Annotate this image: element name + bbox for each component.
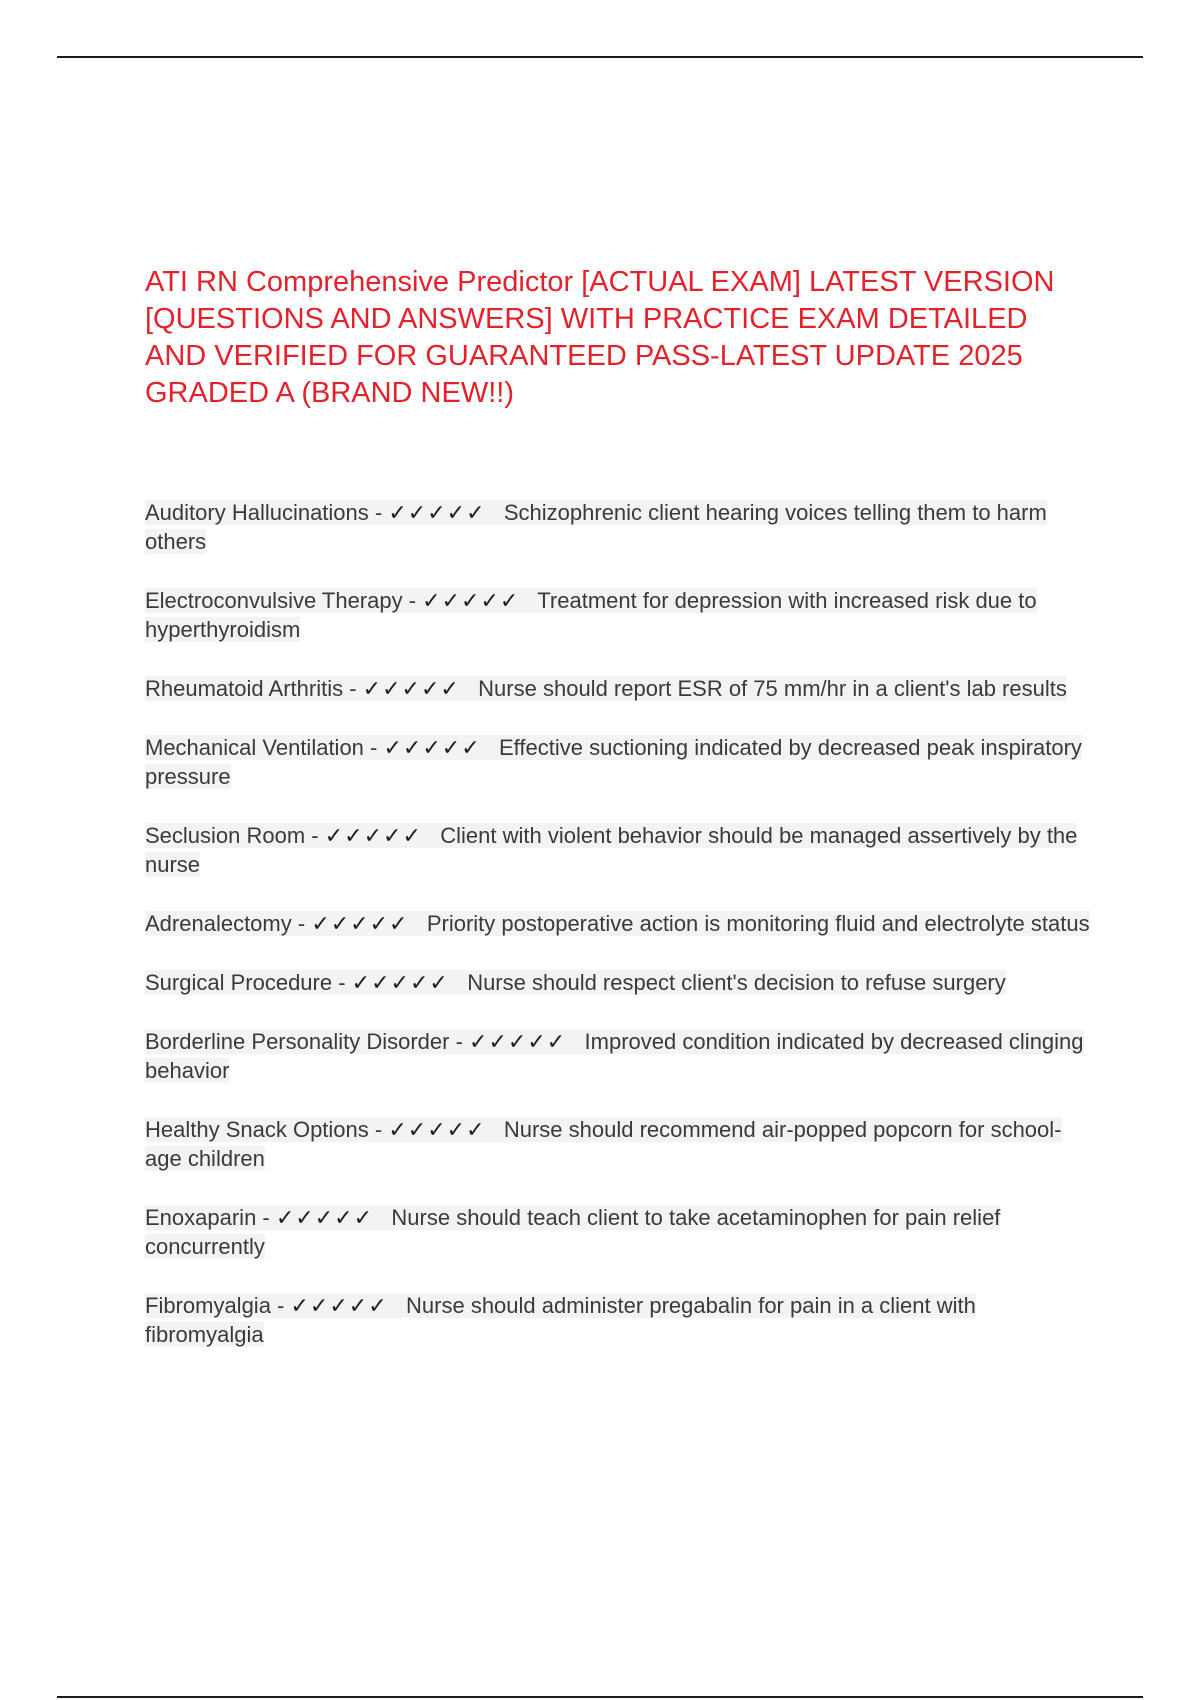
qa-separator: - [402,588,423,613]
qa-term: Borderline Personality Disorder [145,1029,450,1054]
qa-item [145,1027,1095,1085]
qa-answer: Effective suctioning indicated by decreased peak inspiratory pressure [145,735,1082,789]
qa-answer: Nurse should administer pregabalin for pain in a client with fibromyalgia [145,1293,976,1347]
qa-term: Auditory Hallucinations [145,500,369,525]
qa-item [145,733,1095,791]
qa-item [145,1203,1095,1261]
qa-separator: - [343,676,363,701]
qa-term: Fibromyalgia [145,1293,271,1318]
checkmarks-icon: ✓✓✓✓✓ [290,1293,388,1318]
qa-separator: - [256,1205,276,1230]
qa-answer: Schizophrenic client hearing voices telling them to harm others [145,500,1047,554]
checkmarks-icon: ✓✓✓✓✓ [469,1029,567,1054]
checkmarks-icon: ✓✓✓✓✓ [362,676,460,701]
qa-separator: - [270,1293,291,1318]
checkmarks-icon: ✓✓✓✓✓ [383,735,481,760]
qa-separator: - [368,500,389,525]
qa-item [145,674,1095,703]
qa-item [145,1115,1095,1173]
qa-separator: - [368,1117,389,1142]
qa-answer: Improved condition indicated by decreased clinging behavior [145,1029,1084,1083]
qa-separator: - [305,823,325,848]
checkmarks-icon: ✓✓✓✓✓ [388,500,486,525]
qa-item [145,1291,1095,1349]
bottom-rule [57,1696,1143,1698]
checkmarks-icon: ✓✓✓✓✓ [311,911,409,936]
qa-answer: Client with violent behavior should be managed assertively by the nurse [145,823,1078,877]
qa-answer: Nurse should teach client to take acetaminophen for pain relief concurrently [145,1205,1001,1259]
qa-item [145,909,1095,938]
qa-answer: Nurse should report ESR of 75 mm/hr in a client's lab results [478,676,1067,701]
top-rule [57,56,1143,58]
qa-term: Mechanical Ventilation [145,735,364,760]
qa-separator: - [291,911,312,936]
qa-item [145,586,1095,644]
document-title: ATI RN Comprehensive Predictor [ACTUAL EXAM] LATEST VERSION [QUESTIONS AND ANSWERS] WITH PRACTICE EXAM DETAILED AND VERIFIED FOR GUARANTEED PASS-LATEST UPDATE 2025 GRADED A (BRAND NEW!!) [145,266,1055,409]
checkmarks-icon: ✓✓✓✓✓ [351,970,449,995]
qa-list [145,498,1095,1379]
qa-answer: Priority postoperative action is monitoring fluid and electrolyte status [426,911,1090,936]
checkmarks-icon: ✓✓✓✓✓ [275,1205,374,1230]
qa-item [145,498,1095,556]
qa-term: Seclusion Room [145,823,306,848]
checkmarks-icon: ✓✓✓✓✓ [422,588,520,613]
qa-separator: - [363,735,384,760]
qa-item [145,968,1095,997]
qa-term: Adrenalectomy [145,911,292,936]
qa-term: Surgical Procedure [145,970,333,995]
qa-answer: Nurse should respect client's decision to refuse surgery [467,970,1006,995]
qa-separator: - [449,1029,470,1054]
checkmarks-icon: ✓✓✓✓✓ [324,823,422,848]
qa-answer: Treatment for depression with increased risk due to hyperthyroidism [145,588,1037,642]
qa-term: Electroconvulsive Therapy [145,588,403,613]
qa-answer: Nurse should recommend air-popped popcorn for school-age children [145,1117,1062,1171]
qa-item [145,821,1095,879]
qa-separator: - [332,970,352,995]
qa-term: Rheumatoid Arthritis [145,676,344,701]
qa-term: Enoxaparin [145,1205,257,1230]
qa-term: Healthy Snack Options [145,1117,369,1142]
checkmarks-icon: ✓✓✓✓✓ [388,1117,486,1142]
